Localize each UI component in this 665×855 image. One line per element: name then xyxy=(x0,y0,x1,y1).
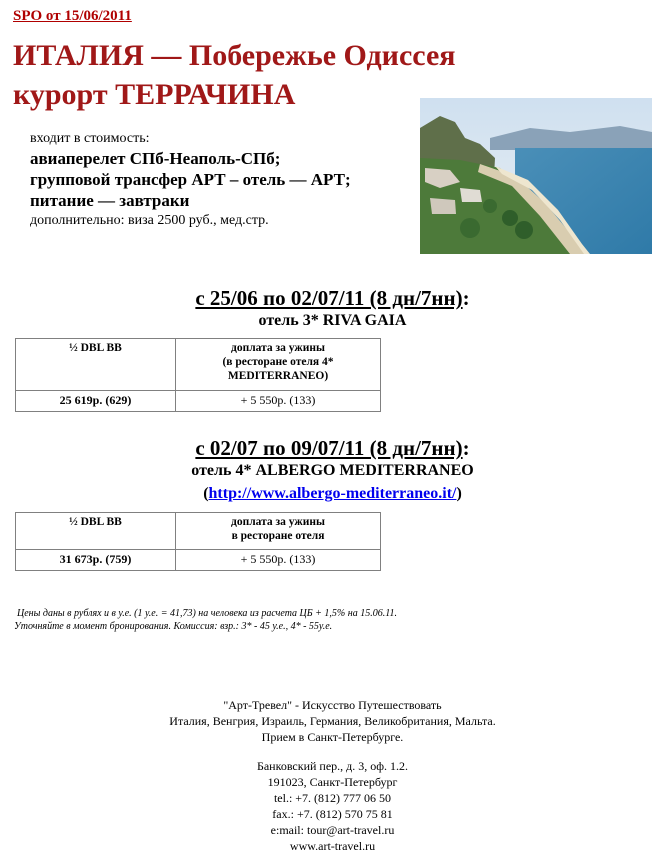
header-line: MEDITERRANEO) xyxy=(227,370,329,382)
booking-note: Уточняйте в момент бронирования. Комиссия: взр.: 3* - 45 у.е., 4* - 55у.е. xyxy=(14,621,333,632)
offer1-dates: с 25/06 по 02/07/11 (8 дн/7нн) xyxy=(195,286,463,310)
col-header-supplement xyxy=(176,513,381,550)
included-label: входит в стоимость: xyxy=(30,131,150,146)
offer1-colon: : xyxy=(462,286,470,310)
fax-line: fax.: +7. (812) 570 75 81 xyxy=(272,807,393,821)
offer2-url: (http://www.albergo-mediterraneo.it/) xyxy=(203,485,462,502)
phone-line: tel.: +7. (812) 777 06 50 xyxy=(273,791,392,805)
included-item: питание — завтраки xyxy=(30,191,190,210)
table-row xyxy=(16,391,381,412)
company-info xyxy=(0,697,665,745)
coastline-photo xyxy=(420,98,652,254)
header-line: доплата за ужины xyxy=(231,516,325,528)
company-contacts xyxy=(0,758,665,854)
spo-date-link[interactable]: SPO от 15/06/2011 xyxy=(13,8,132,24)
offer1-price-table xyxy=(15,338,381,412)
table-row xyxy=(16,513,381,550)
offer2-hotel: отель 4* ALBERGO MEDITERRANEO xyxy=(191,462,474,479)
website-line: www.art-travel.ru xyxy=(289,839,376,853)
extra-costs: дополнительно: виза 2500 руб., мед.стр. xyxy=(30,213,269,228)
table-row xyxy=(16,339,381,391)
hotel-website-link[interactable]: http://www.albergo-mediterraneo.it/ xyxy=(208,485,457,502)
postal-line: 191023, Санкт-Петербург xyxy=(267,775,398,789)
page-title xyxy=(13,36,456,114)
supplement-cell: + 5 550р. (133) xyxy=(176,391,381,412)
price-cell: 25 619р. (629) xyxy=(16,391,176,412)
offer2-dates: с 02/07 по 09/07/11 (8 дн/7нн) xyxy=(195,436,463,460)
offer2-price-table xyxy=(15,512,381,571)
footer-line: "Арт-Тревел" - Искусство Путешествовать xyxy=(223,698,442,712)
footer-line: Прием в Санкт-Петербурге. xyxy=(261,730,404,744)
offer1-hotel: отель 3* RIVA GAIA xyxy=(258,312,407,329)
col-header-supplement xyxy=(176,339,381,391)
price-cell: 31 673р. (759) xyxy=(16,550,176,571)
supplement-cell: + 5 550р. (133) xyxy=(176,550,381,571)
footer-line: Италия, Венгрия, Израиль, Германия, Великобритания, Мальта. xyxy=(169,714,496,728)
included-item: групповой трансфер АРТ – отель — АРТ; xyxy=(30,170,351,189)
header-line: в ресторане отеля xyxy=(231,530,325,542)
offer2-period xyxy=(0,436,665,461)
col-header-room: ½ DBL BB xyxy=(16,339,176,391)
col-header-room: ½ DBL BB xyxy=(16,513,176,550)
offer2-colon: : xyxy=(462,436,470,460)
included-item: авиаперелет СПб-Неаполь-СПб; xyxy=(30,149,281,168)
included-services xyxy=(30,130,351,230)
table-row xyxy=(16,550,381,571)
title-line-2: курорт ТЕРРАЧИНА xyxy=(13,78,296,111)
title-line-1: ИТАЛИЯ — Побережье Одиссея xyxy=(13,39,456,72)
offer1-period xyxy=(0,286,665,311)
email-line: e:mail: tour@art-travel.ru xyxy=(270,823,395,837)
address-line: Банковский пер., д. 3, оф. 1.2. xyxy=(256,759,409,773)
header-line: (в ресторане отеля 4* xyxy=(222,356,334,368)
header-line: доплата за ужины xyxy=(231,342,325,354)
price-note: Цены даны в рублях и в у.е. (1 у.е. = 41,73) на человека из расчета ЦБ + 1,5% на 15.06.11. xyxy=(17,608,397,619)
